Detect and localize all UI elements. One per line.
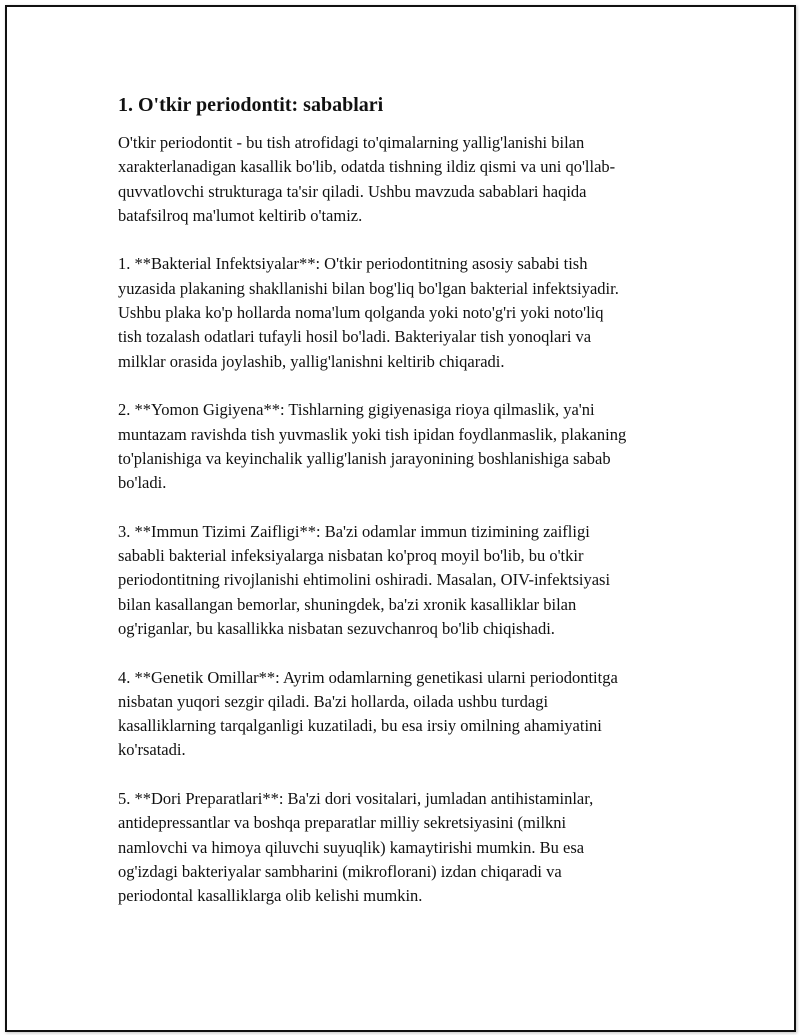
paragraph-immune-weakness — [118, 520, 688, 641]
text-line: milklar orasida joylashib, yallig'lanishni keltirib chiqaradi. — [118, 351, 505, 371]
text-line: bilan kasallangan bemorlar, shuningdek, ba'zi xronik kasalliklar bilan — [118, 594, 577, 614]
text-line: O'tkir periodontit - bu tish atrofidagi to'qimalarning yallig'lanishi bilan — [118, 133, 585, 152]
paragraph-bacterial-infections — [118, 252, 688, 373]
text-line: nisbatan yuqori sezgir qiladi. Ba'zi hollarda, oilada ushbu turdagi — [118, 691, 549, 711]
text-line: antidepressantlar va boshqa preparatlar milliy sekretsiyasini (milkni — [118, 813, 567, 833]
paragraph-intro — [118, 131, 688, 228]
text-line: kasalliklarning tarqalganligi kuzatiladi, bu esa irsiy omilning ahamiyatini — [118, 716, 602, 736]
text-line: muntazam ravishda tish yuvmaslik yoki tish ipidan foydlanmaslik, plakaning — [118, 424, 627, 444]
text-line: 2. **Yomon Gigiyena**: Tishlarning gigiyenasiga rioya qilmaslik, ya'ni — [118, 400, 595, 420]
text-line: periodontal kasalliklarga olib kelishi mumkin. — [118, 886, 423, 906]
text-line: bo'ladi. — [118, 473, 167, 493]
text-line: yuzasida plakaning shakllanishi bilan bog'liq bo'lgan bakterial infektsiyadir. — [118, 278, 619, 298]
text-line: 3. **Immun Tizimi Zaifligi**: Ba'zi odamlar immun tizimining zaifligi — [118, 521, 590, 541]
paragraph-genetic-factors — [118, 666, 688, 763]
text-line: to'planishiga va keyinchalik yallig'lanish jarayonining boshlanishiga sabab — [118, 448, 611, 468]
text-line: xarakterlanadigan kasallik bo'lib, odatda tishning ildiz qismi va uni qo'llab- — [118, 157, 616, 177]
document-title: 1. O'tkir periodontit: sabablari — [118, 94, 384, 116]
text-line: ko'rsatadi. — [118, 740, 186, 760]
text-line: 1. **Bakterial Infektsiyalar**: O'tkir periodontitning asosiy sababi tish — [118, 254, 588, 274]
text-line: periodontitning rivojlanishi ehtimolini oshiradi. Masalan, OIV-infektsiyasi — [118, 570, 611, 590]
text-line: sababli bakterial infeksiyalarga nisbatan ko'proq moyil bo'lib, bu o'tkir — [118, 546, 584, 566]
text-line: tish tozalash odatlari tufayli hosil bo'ladi. Bakteriyalar tish yonoqlari va — [118, 327, 592, 347]
text-line: quvvatlovchi strukturaga ta'sir qiladi. Ushbu mavzuda sabablari haqida — [118, 181, 587, 201]
document-body — [118, 93, 688, 933]
text-line: Ushbu plaka ko'p hollarda noma'lum qolganda yoki noto'g'ri yoki noto'liq — [118, 303, 604, 323]
text-line: og'izdagi bakteriyalar sambharini (mikroflorani) izdan chiqaradi va — [118, 861, 562, 881]
text-line: og'riganlar, bu kasallikka nisbatan sezuvchanroq bo'lib chiqishadi. — [118, 618, 555, 638]
text-line: 4. **Genetik Omillar**: Ayrim odamlarning genetikasi ularni periodontitga — [118, 667, 618, 687]
paragraph-medications — [118, 787, 688, 908]
text-line: namlovchi va himoya qiluvchi suyuqlik) kamaytirishi mumkin. Bu esa — [118, 837, 585, 857]
paragraph-poor-hygiene — [118, 398, 688, 495]
text-line: batafsilroq ma'lumot keltirib o'tamiz. — [118, 205, 363, 225]
text-line: 5. **Dori Preparatlari**: Ba'zi dori vositalari, jumladan antihistaminlar, — [118, 789, 594, 809]
